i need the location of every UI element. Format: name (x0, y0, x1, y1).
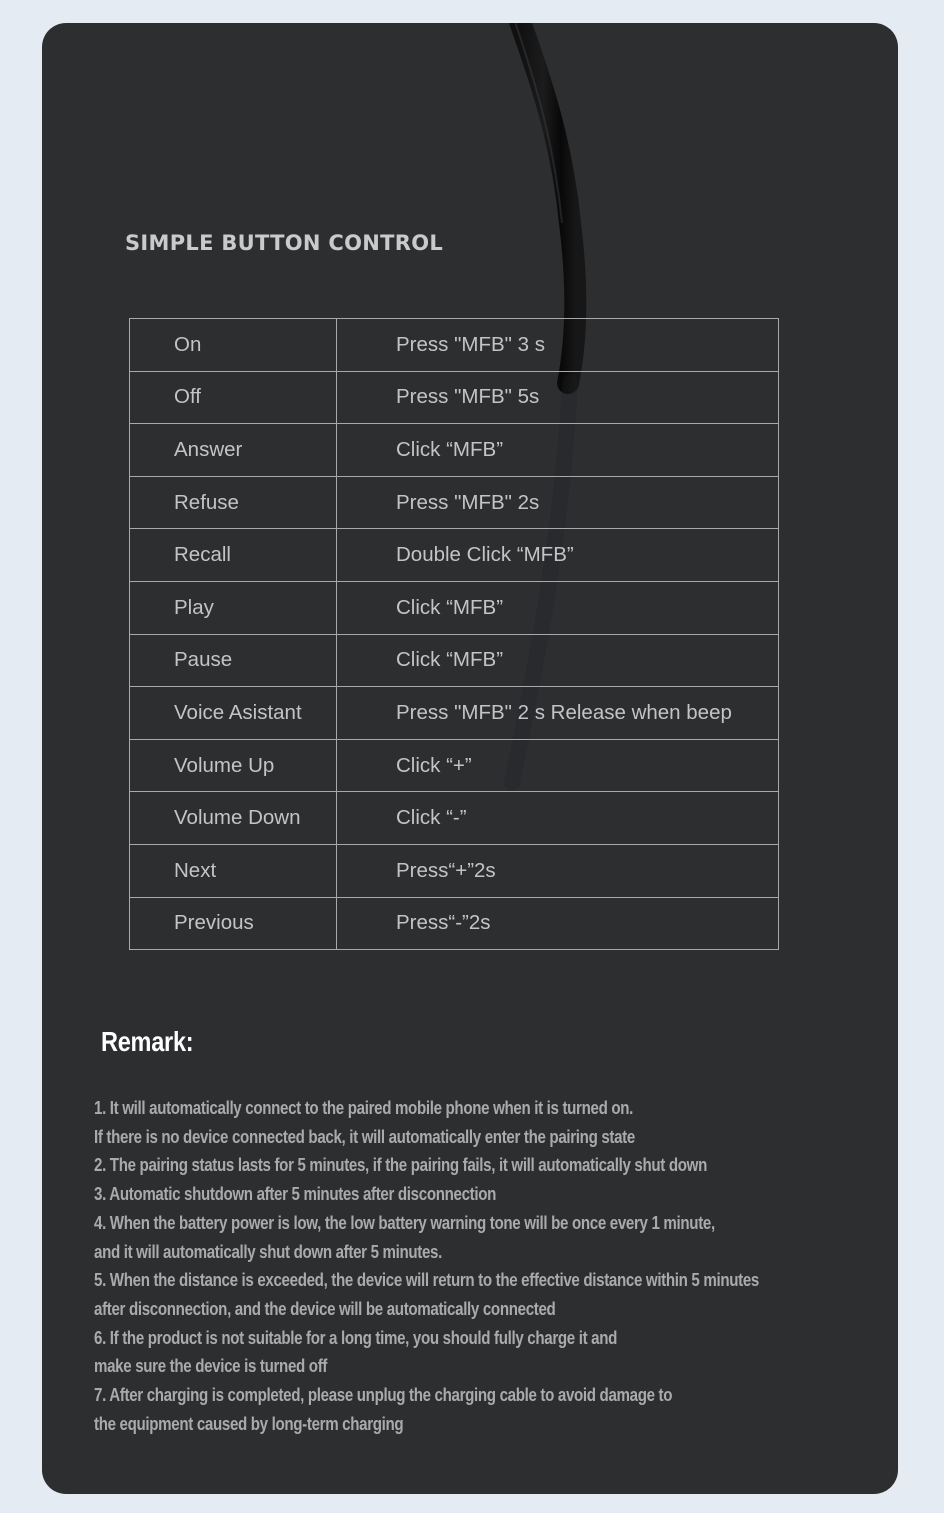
remark-line: 7. After charging is completed, please unplug the charging cable to avoid damage to (94, 1385, 673, 1406)
table-row (130, 581, 779, 634)
remark-line: If there is no device connected back, it will automatically enter the pairing state (94, 1126, 635, 1147)
remark-line: 5. When the distance is exceeded, the device will return to the effective distance within 5 minutes (94, 1270, 759, 1291)
control-function: Play (130, 581, 337, 634)
control-action: Press“-”2s (337, 897, 779, 950)
remark-line: after disconnection, and the device will be automatically connected (94, 1298, 556, 1319)
control-function: Off (130, 371, 337, 424)
control-action: Press "MFB" 5s (337, 371, 779, 424)
table-row (130, 897, 779, 950)
control-function: On (130, 319, 337, 372)
control-function: Next (130, 844, 337, 897)
table-row (130, 424, 779, 477)
control-action: Click “+” (337, 739, 779, 792)
control-action: Press "MFB" 2s (337, 476, 779, 529)
table-row (130, 529, 779, 582)
control-action: Double Click “MFB” (337, 529, 779, 582)
table-row (130, 687, 779, 740)
table-row (130, 792, 779, 845)
remark-line: 6. If the product is not suitable for a long time, you should fully charge it and (94, 1327, 618, 1348)
remark-line: 2. The pairing status lasts for 5 minutes, if the pairing fails, it will automatically shut down (94, 1155, 707, 1176)
remark-line: 1. It will automatically connect to the paired mobile phone when it is turned on. (94, 1098, 634, 1118)
control-function: Volume Up (130, 739, 337, 792)
remark-line: the equipment caused by long-term charging (94, 1413, 404, 1434)
control-function: Volume Down (130, 792, 337, 845)
control-action: Click “MFB” (337, 424, 779, 477)
control-action: Press "MFB" 3 s (337, 319, 779, 372)
control-function: Previous (130, 897, 337, 950)
control-action: Click “MFB” (337, 581, 779, 634)
control-action: Click “-” (337, 792, 779, 845)
table-row (130, 476, 779, 529)
control-function: Voice Asistant (130, 687, 337, 740)
remark-line: 4. When the battery power is low, the low battery warning tone will be once every 1 minute, (94, 1212, 715, 1233)
remark-line: make sure the device is turned off (94, 1356, 328, 1377)
section-title: SIMPLE BUTTON CONTROL (125, 231, 444, 255)
control-function: Pause (130, 634, 337, 687)
table-row (130, 844, 779, 897)
table-row (130, 319, 779, 372)
control-action: Press“+”2s (337, 844, 779, 897)
table-row (130, 739, 779, 792)
button-control-table (129, 318, 779, 950)
remark-list (94, 1094, 850, 1438)
control-function: Refuse (130, 476, 337, 529)
control-function: Recall (130, 529, 337, 582)
instruction-card (42, 23, 898, 1494)
remark-line: and it will automatically shut down after 5 minutes. (94, 1241, 442, 1262)
table-row (130, 634, 779, 687)
control-action: Click “MFB” (337, 634, 779, 687)
table-row (130, 371, 779, 424)
remark-line: 3. Automatic shutdown after 5 minutes after disconnection (94, 1184, 497, 1205)
remark-title: Remark: (101, 1026, 194, 1057)
control-action: Press "MFB" 2 s Release when beep (337, 687, 779, 740)
control-function: Answer (130, 424, 337, 477)
